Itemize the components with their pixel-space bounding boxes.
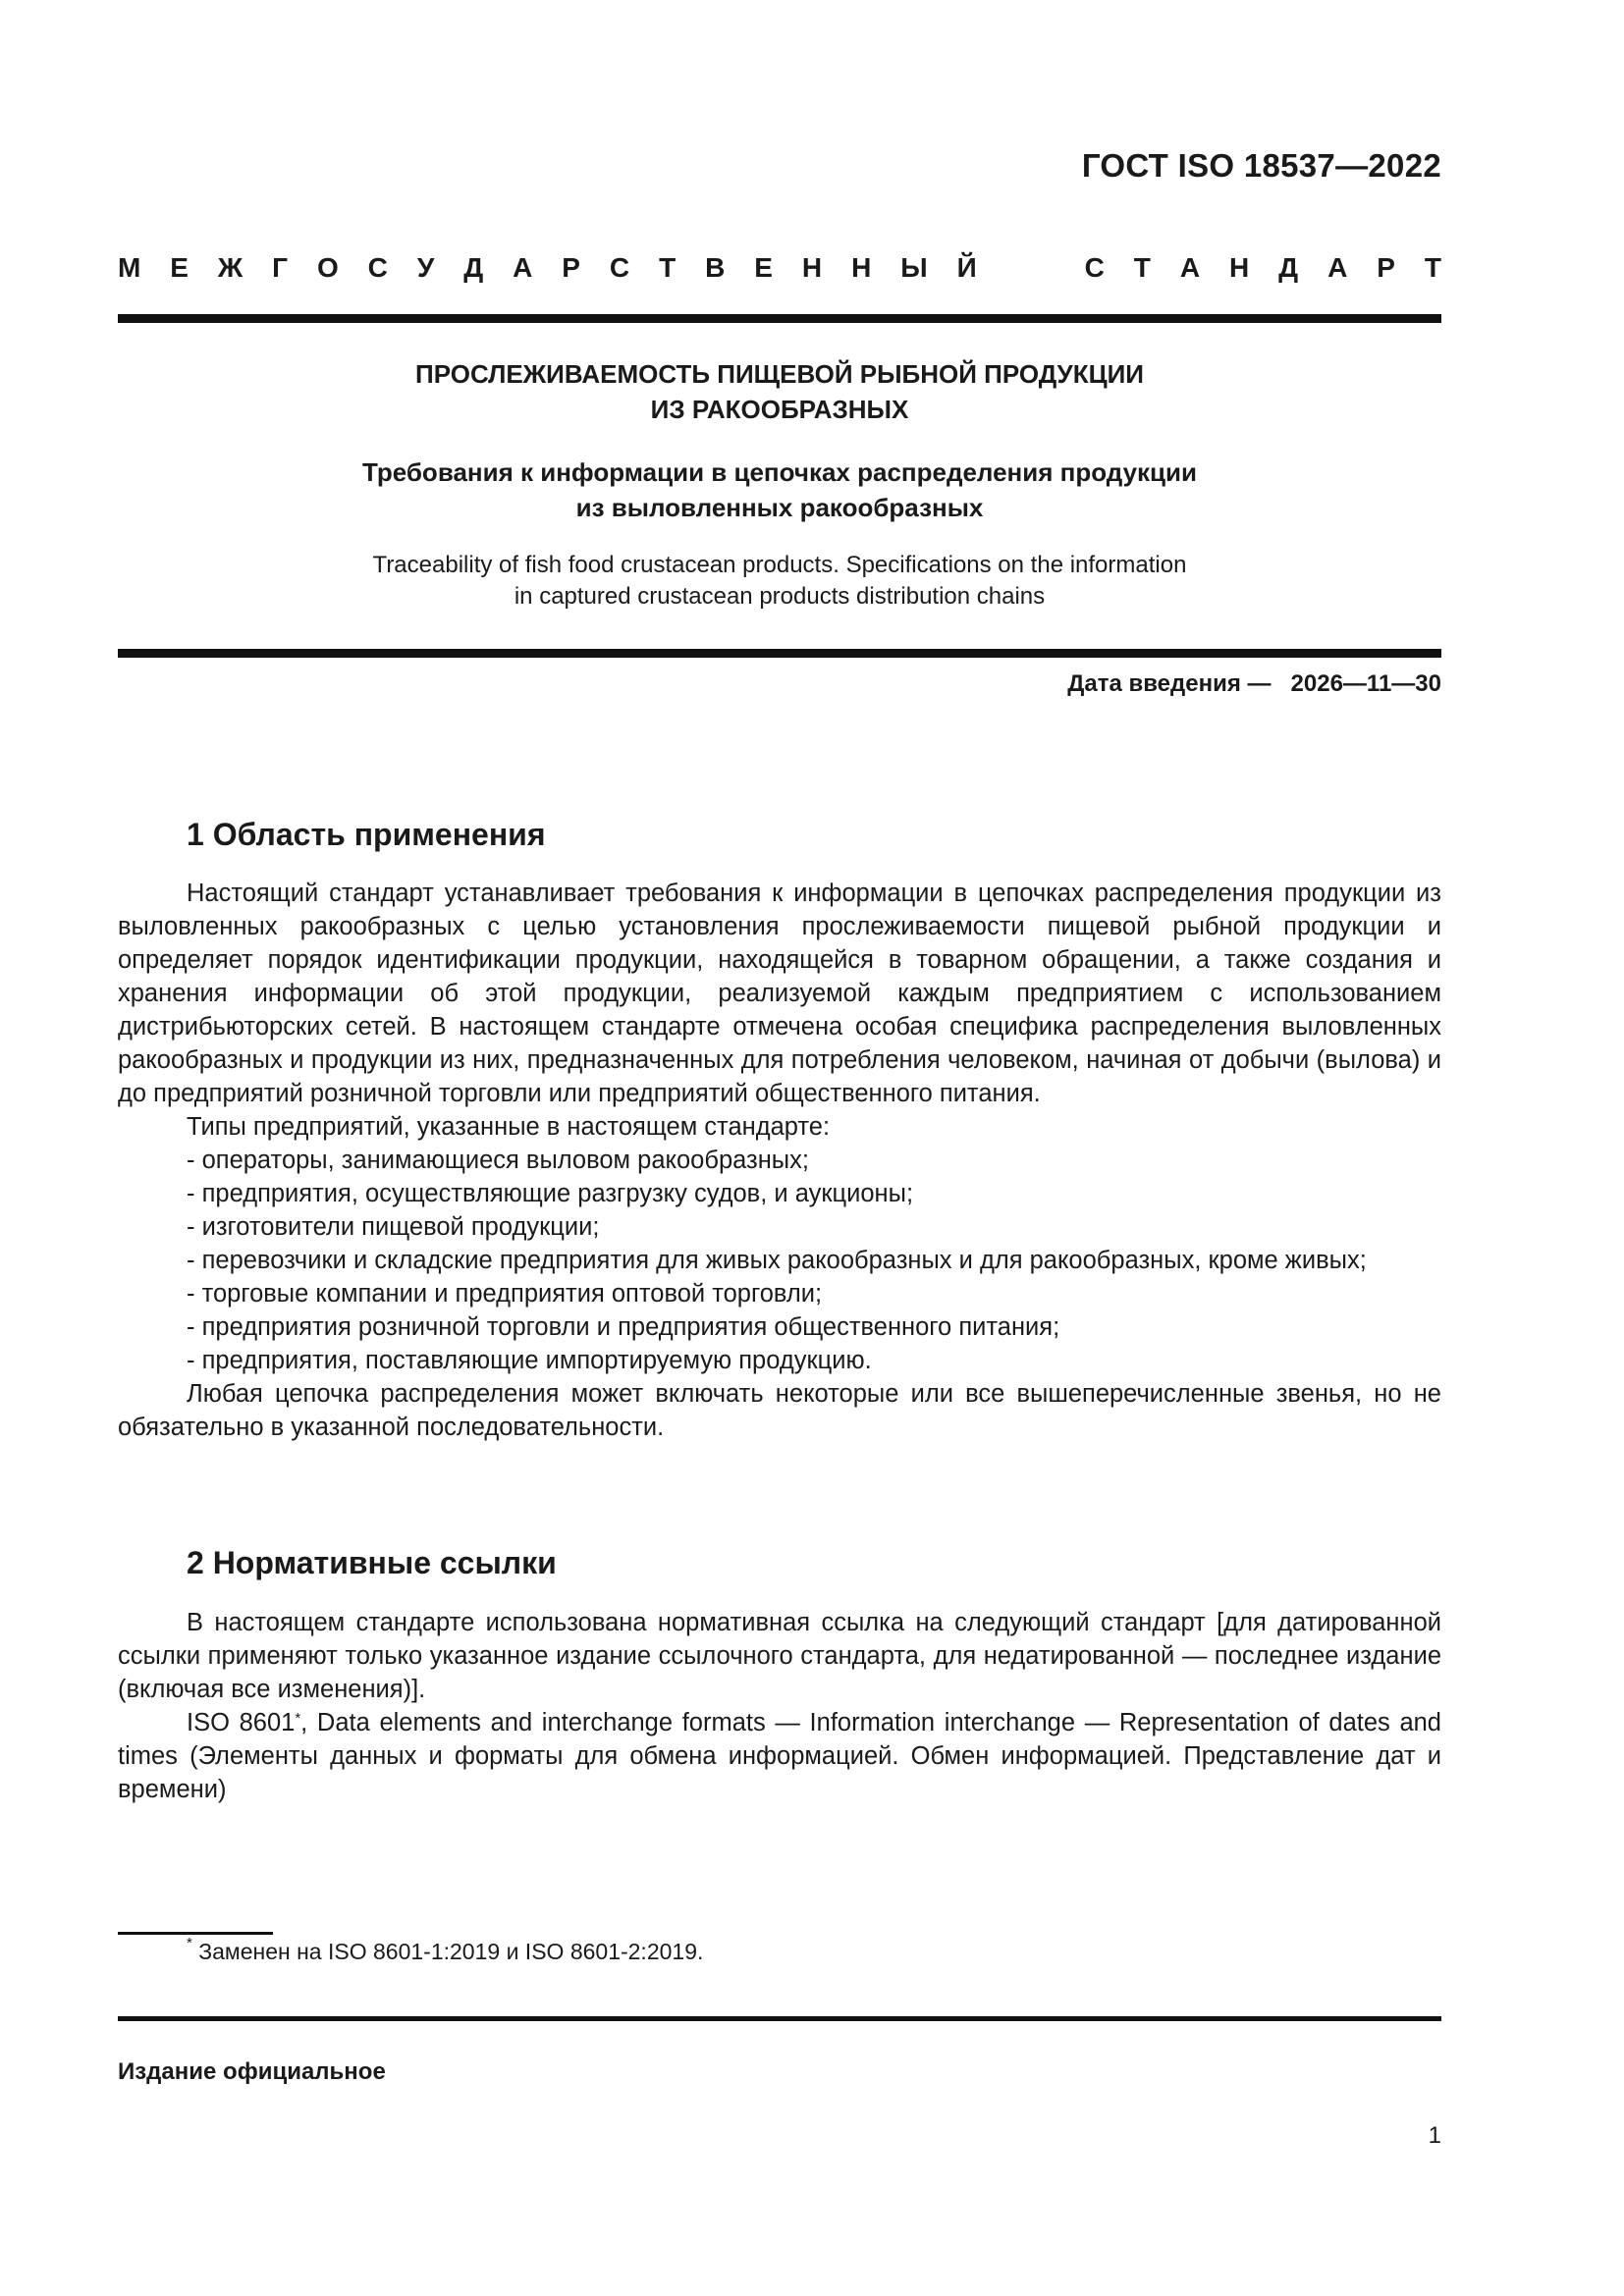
interstate-letter: С — [1084, 252, 1105, 283]
page-number: 1 — [1428, 2122, 1441, 2149]
interstate-letter: Р — [562, 252, 580, 283]
interstate-letter: Т — [1424, 252, 1441, 283]
interstate-letter: М — [118, 252, 141, 283]
interstate-letter: Д — [1278, 252, 1299, 283]
subtitle-line-1: Требования к информации в цепочках распределения продукции — [361, 457, 1198, 487]
reference-code: ISO 8601 — [187, 1709, 296, 1736]
interstate-letter: Е — [170, 252, 189, 283]
section-2-heading: 2 Нормативные ссылки — [187, 1545, 557, 1580]
interstate-letter: Й — [956, 252, 977, 283]
section-1-paragraph-3: Любая цепочка распределения может включать некоторые или все вышеперечисленные звенья, но не обязательно в указанной последовательности. — [118, 1380, 1441, 1441]
interstate-letter: О — [316, 252, 339, 283]
interstate-letter: Г — [272, 252, 289, 283]
section-2-paragraph-1: В настоящем стандарте использована нормативная ссылка на следующий стандарт [для датированной ссылки применяют только указанное издание ссылочного стандарта, для недатированной — последнее издание (включая все изменения)]. — [118, 1609, 1441, 1703]
footnote — [187, 1935, 704, 1965]
interstate-letter: Н — [801, 252, 823, 283]
footnote-rule — [118, 1932, 273, 1935]
list-item: - предприятия, поставляющие импортируемую продукцию. — [187, 1347, 872, 1374]
interstate-letter: А — [1179, 252, 1201, 283]
list-item: - перевозчики и складские предприятия для живых ракообразных и для ракообразных, кроме живых; — [187, 1247, 1367, 1274]
interstate-letter: Е — [754, 252, 773, 283]
section-1-paragraph-2: Типы предприятий, указанные в настоящем стандарте: — [187, 1113, 831, 1141]
title-line-1: ПРОСЛЕЖИВАЕМОСТЬ ПИЩЕВОЙ РЫБНОЙ ПРОДУКЦИИ — [415, 359, 1144, 389]
introduction-date — [1067, 670, 1441, 698]
title-line-2: ИЗ РАКООБРАЗНЫХ — [650, 395, 909, 424]
interstate-letter: С — [609, 252, 630, 283]
list-item: - предприятия розничной торговли и предприятия общественного питания; — [187, 1313, 1060, 1341]
official-edition-label: Издание официальное — [118, 2058, 386, 2085]
interstate-letter: В — [705, 252, 726, 283]
english-title — [118, 550, 1441, 613]
section-1-heading: 1 Область применения — [187, 817, 546, 852]
list-item: - торговые компании и предприятия оптовой торговли; — [187, 1280, 823, 1308]
intro-date-value: 2026—11—30 — [1290, 670, 1441, 697]
list-item: - изготовители пищевой продукции; — [187, 1213, 600, 1241]
list-item: - предприятия, осуществляющие разгрузку судов, и аукционы; — [187, 1180, 914, 1207]
interstate-letter: Ы — [900, 252, 928, 283]
interstate-letter: Р — [1377, 252, 1395, 283]
document-title — [118, 356, 1441, 427]
interstate-letter: Н — [1229, 252, 1250, 283]
english-title-line-1: Traceability of fish food crustacean products. Specifications on the information — [372, 552, 1187, 578]
interstate-standard-label — [118, 252, 1441, 284]
standard-number: ГОСТ ISO 18537—2022 — [1081, 147, 1441, 184]
interstate-letter: Д — [463, 252, 484, 283]
interstate-letter: С — [367, 252, 388, 283]
list-item: - операторы, занимающиеся выловом ракообразных; — [187, 1147, 809, 1174]
interstate-letter: У — [416, 252, 435, 283]
interstate-letter: А — [1327, 252, 1348, 283]
interstate-letter: Т — [659, 252, 677, 283]
header-rule-top — [118, 314, 1441, 323]
interstate-letter: А — [513, 252, 533, 283]
section-1-paragraph-1: Настоящий стандарт устанавливает требования к информации в цепочках распределения продукции из выловленных ракообразных с целью установления прослеживаемости пищевой рыбной продукции и определяет порядок идентификации продукции, находящейся в товарном обращении, а также создания и хранения информации об этой продукции, реализуемой каждым предприятием с использованием дистрибьюторских сетей. В настоящем стандарте отмечена особая специфика распределения выловленных ракообразных и продукции из них, предназначенных для потребления человеком, начиная от добычи (вылова) и до предприятий розничной торговли или предприятий общественного питания. — [118, 880, 1441, 1107]
document-subtitle — [118, 454, 1441, 525]
header-rule-bottom — [118, 649, 1441, 658]
intro-date-label: Дата введения — — [1067, 670, 1272, 697]
interstate-letter: Ж — [217, 252, 244, 283]
section-1-body — [118, 877, 1441, 1444]
english-title-line-2: in captured crustacean products distribution chains — [514, 583, 1046, 610]
footnote-text: Заменен на ISO 8601-1:2019 и ISO 8601-2:2019. — [191, 1939, 704, 1964]
word-gap — [1006, 252, 1056, 284]
footer-rule — [118, 2016, 1441, 2021]
interstate-letter: Н — [851, 252, 872, 283]
section-2-body — [118, 1606, 1441, 1806]
normative-reference — [118, 1706, 1441, 1806]
footnote-mark: * — [187, 1935, 192, 1951]
footnote-mark: * — [295, 1710, 301, 1727]
subtitle-line-2: из выловленных ракообразных — [575, 493, 984, 522]
reference-text: , Data elements and interchange formats — Information interchange — Representation of dates and times (Элементы данных и форматы для обмена информацией. Обмен информацией. Представление дат и времени) — [118, 1709, 1441, 1803]
interstate-letter: Т — [1133, 252, 1151, 283]
